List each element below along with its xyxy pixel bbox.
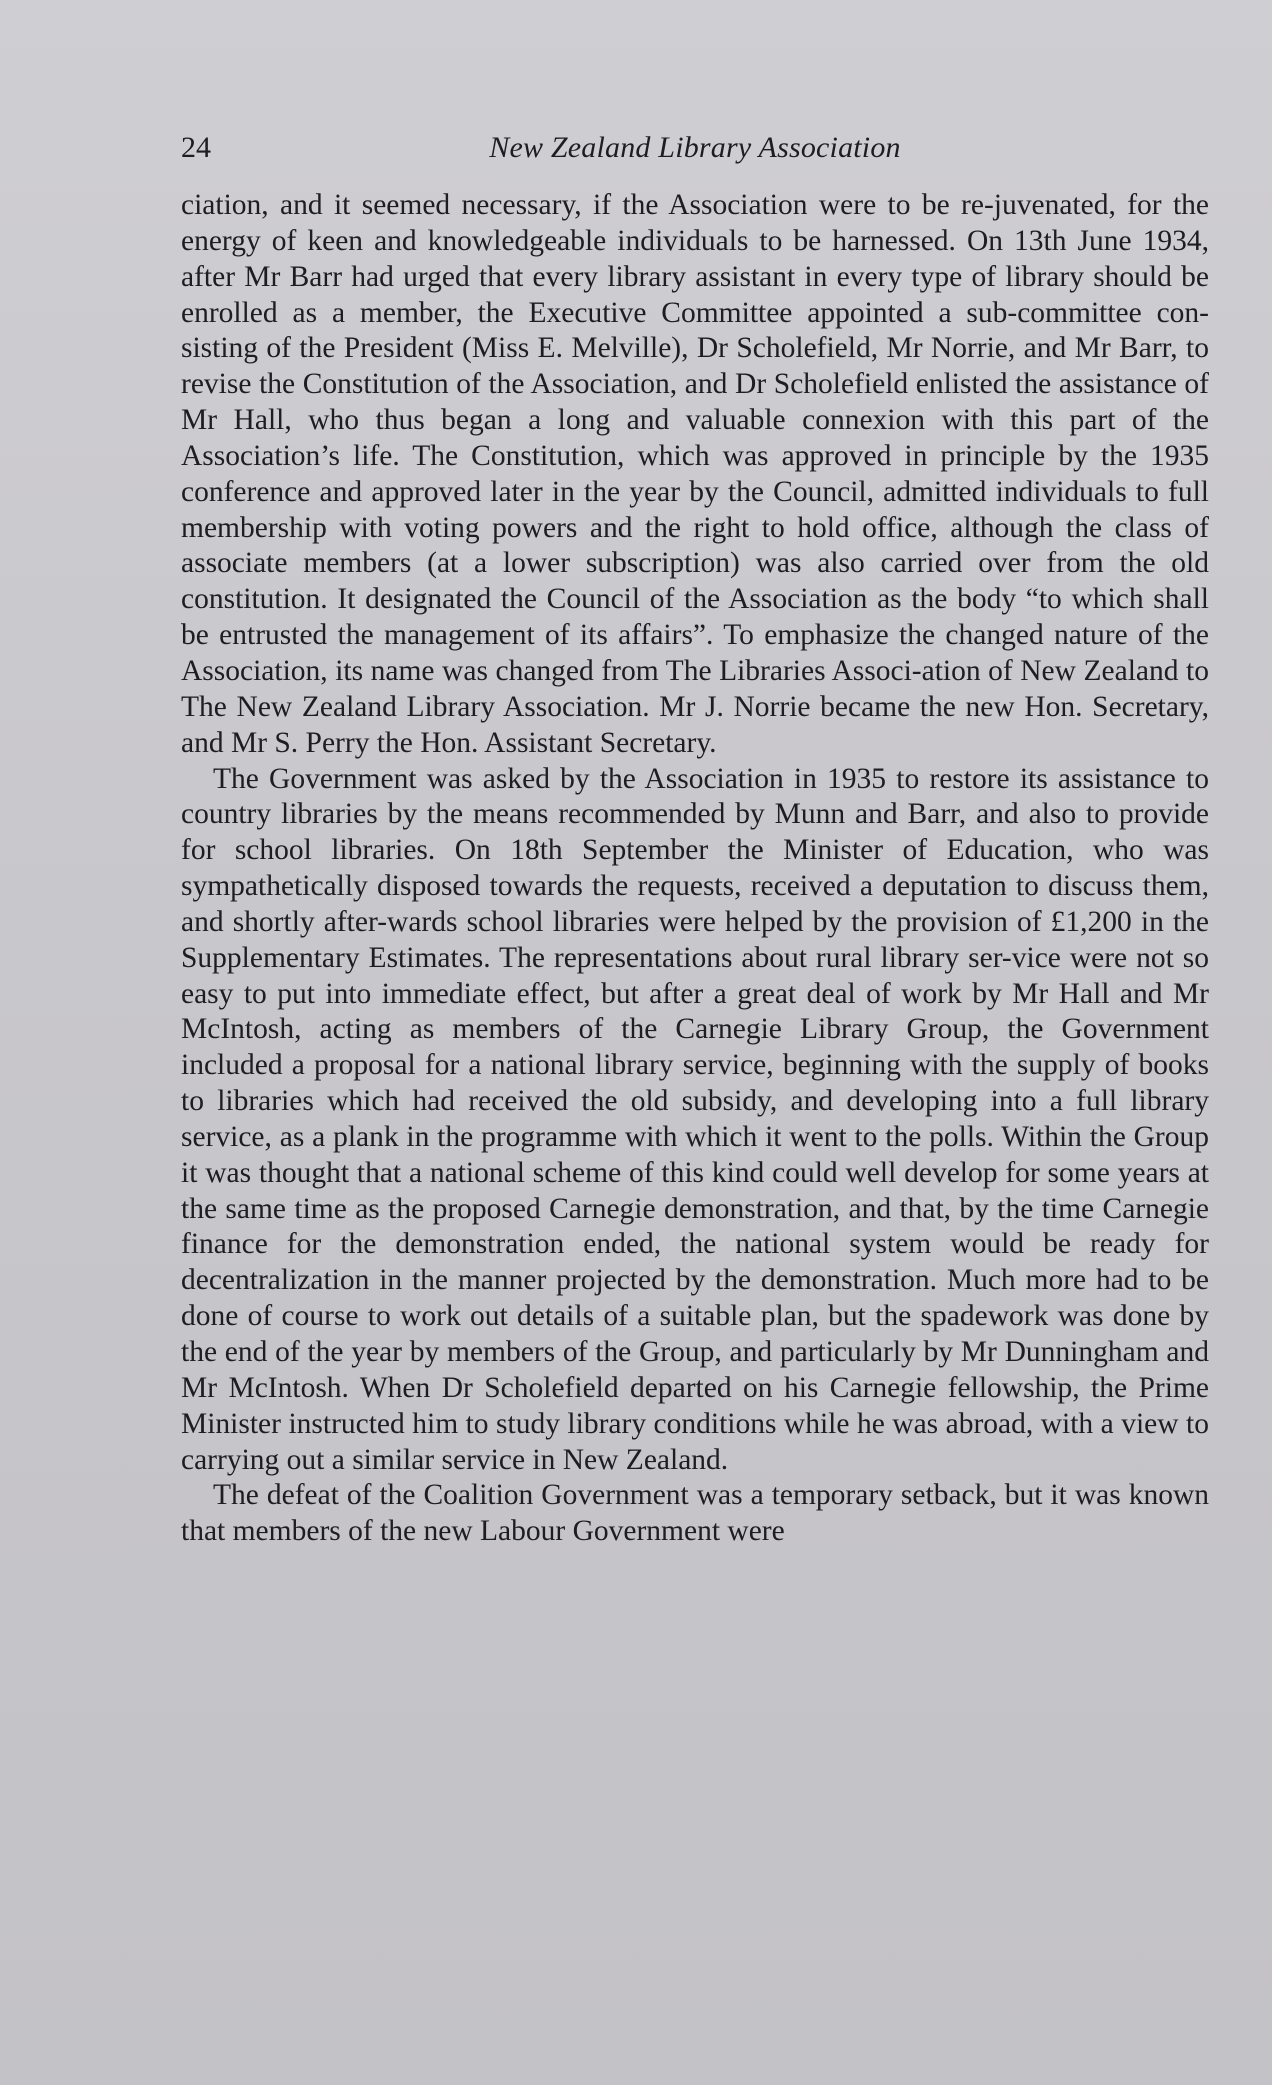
page-number: 24 bbox=[181, 131, 211, 164]
paragraph-government-request: The Government was asked by the Association in 1935 to restore its assistance to country libraries by the means recommended by Munn and Barr, and also to provide for school libraries. On 18th September the Minister of Education, who was sympathetically disposed towards the requests, received a deputation to discuss them, and shortly after-wards school libraries were helped by the provision of £1,200 in the Supplementary Estimates. The representations about rural library ser-vice were not so easy to put into immediate effect, but after a great deal of work by Mr Hall and Mr McIntosh, acting as members of the Carnegie Library Group, the Government included a proposal for a national library service, beginning with the supply of books to libraries which had received the old subsidy, and developing into a full library service, as a plank in the programme with which it went to the polls. Within the Group it was thought that a national scheme of this kind could well develop for some years at the same time as the proposed Carnegie demonstration, and that, by the time Carnegie finance for the demonstration ended, the national system would be ready for decentralization in the manner projected by the demonstration. Much more had to be done of course to work out details of a suitable plan, but the spadework was done by the end of the year by members of the Group, and particularly by Mr Dunningham and Mr McIntosh. When Dr Scholefield departed on his Carnegie fellowship, the Prime Minister instructed him to study library conditions while he was abroad, with a view to carrying out a similar service in New Zealand. bbox=[181, 762, 1209, 1476]
page-header bbox=[181, 128, 1209, 168]
paragraph-continuation: ciation, and it seemed necessary, if the Association were to be re-juvenated, for the energy of keen and knowledgeable individuals to be harnessed. On 13th June 1934, after Mr Barr had urged that every library assistant in every type of library should be enrolled as a member, the Executive Committee appointed a sub-committee con-sisting of the President (Miss E. Melville), Dr Scholefield, Mr Norrie, and Mr Barr, to revise the Constitution of the Association, and Dr Scholefield enlisted the assistance of Mr Hall, who thus began a long and valuable connexion with this part of the Association’s life. The Constitution, which was approved in principle by the 1935 conference and approved later in the year by the Council, admitted individuals to full membership with voting powers and the right to hold office, although the class of associate members (at a lower subscription) was also carried over from the old constitution. It designated the Council of the Association as the body “to which shall be entrusted the management of its affairs”. To emphasize the changed nature of the Association, its name was changed from The Libraries Associ-ation of New Zealand to The New Zealand Library Association. Mr J. Norrie became the new Hon. Secretary, and Mr S. Perry the Hon. Assistant Secretary. bbox=[181, 189, 1209, 759]
paragraph-coalition-defeat: The defeat of the Coalition Government was a temporary setback, but it was known that members of the new Labour Government were bbox=[181, 1479, 1209, 1548]
running-title: New Zealand Library Association bbox=[489, 131, 901, 164]
body-text bbox=[181, 188, 1209, 1550]
